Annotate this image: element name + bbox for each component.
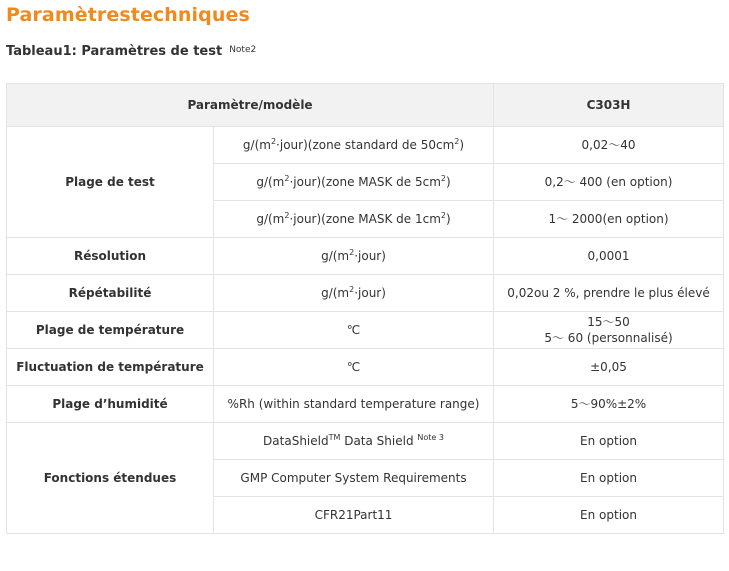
page-title: Paramètrestechniques bbox=[6, 4, 250, 26]
row-value: ±0,05 bbox=[494, 349, 724, 386]
row-unit: ℃ bbox=[214, 349, 494, 386]
row-name-fluctuation: Fluctuation de température bbox=[7, 349, 214, 386]
row-unit: GMP Computer System Requirements bbox=[214, 460, 494, 497]
table-caption-note: Note2 bbox=[229, 45, 257, 55]
row-unit: $g/(m^2\cdot jour)$ bbox=[214, 238, 494, 275]
row-unit: CFR21Part11 bbox=[214, 497, 494, 534]
row-value: En option bbox=[494, 423, 724, 460]
parameters-table bbox=[6, 83, 724, 534]
table-header-row bbox=[7, 84, 724, 127]
row-unit: $g/(m^2\cdot jour)(zone$ standard de $50cm^2$) bbox=[214, 127, 494, 164]
table-row bbox=[7, 127, 724, 164]
table-row bbox=[7, 275, 724, 312]
table-row bbox=[7, 349, 724, 386]
table-row bbox=[7, 238, 724, 275]
row-unit: %Rh (within standard temperature range) bbox=[214, 386, 494, 423]
row-unit: $g/(m^2\cdot jour)(zone$ MASK de $1cm^2$) bbox=[214, 201, 494, 238]
table-row bbox=[7, 386, 724, 423]
row-name-fonctions: Fonctions étendues bbox=[7, 423, 214, 534]
row-value: 0,0001 bbox=[494, 238, 724, 275]
row-value: En option bbox=[494, 497, 724, 534]
row-name-plage-test: Plage de test bbox=[7, 127, 214, 238]
row-name-plage-temperature: Plage de température bbox=[7, 312, 214, 349]
table-row bbox=[7, 423, 724, 460]
header-param: Paramètre/modèle bbox=[7, 84, 494, 127]
row-unit: $g/(m^2\cdot jour)(zone$ MASK de $5cm^2$) bbox=[214, 164, 494, 201]
row-value: 5～90%±2% bbox=[494, 386, 724, 423]
row-value: 1～ 2000(en option) bbox=[494, 201, 724, 238]
table-caption bbox=[6, 44, 256, 59]
row-name-resolution: Résolution bbox=[7, 238, 214, 275]
table-row bbox=[7, 312, 724, 349]
row-value: 15～50 5～ 60 (personnalisé) bbox=[494, 312, 724, 349]
row-value: En option bbox=[494, 460, 724, 497]
row-unit: $g/(m^2\cdot jour)$ bbox=[214, 275, 494, 312]
row-unit: DataShield™ Data Shield $^{Note 3}$ bbox=[214, 423, 494, 460]
row-name-humidite: Plage d’humidité bbox=[7, 386, 214, 423]
row-value: 0,2～ 400 (en option) bbox=[494, 164, 724, 201]
row-value: 0,02ou 2 %, prendre le plus élevé bbox=[494, 275, 724, 312]
table-caption-text: Tableau1: Paramètres de test bbox=[6, 44, 223, 59]
header-model: C303H bbox=[494, 84, 724, 127]
row-unit: ℃ bbox=[214, 312, 494, 349]
row-value: 0,02～40 bbox=[494, 127, 724, 164]
row-name-repetabilite: Répétabilité bbox=[7, 275, 214, 312]
